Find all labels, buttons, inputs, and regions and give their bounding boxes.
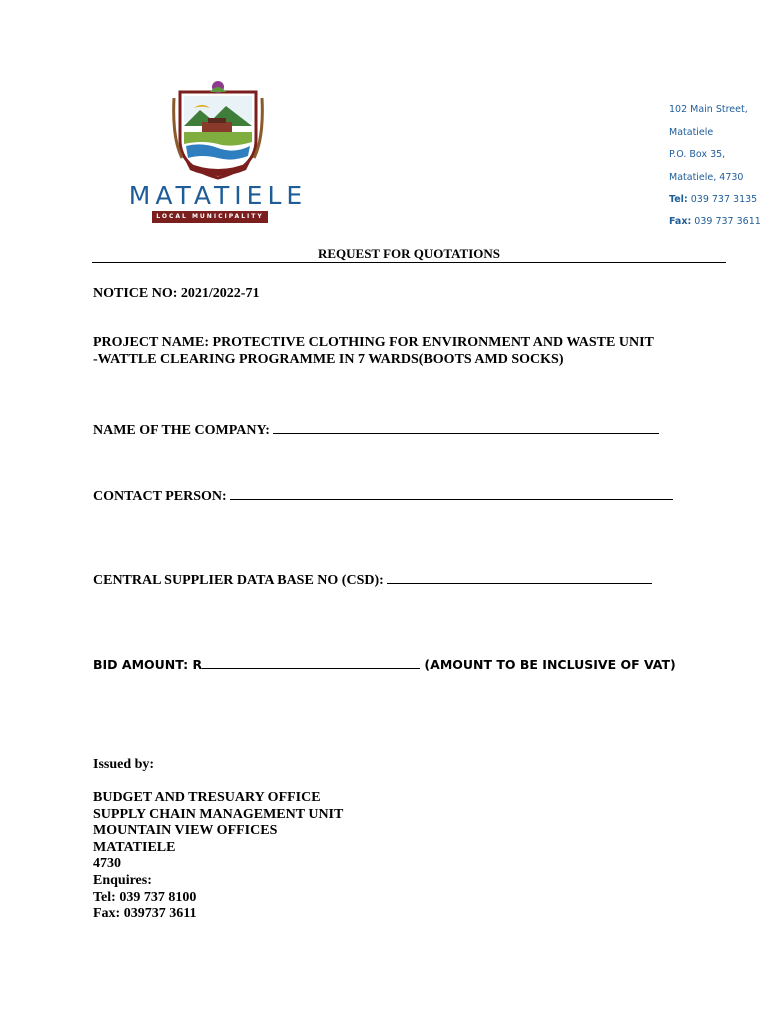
tel-line xyxy=(669,194,757,205)
csd-number-blank[interactable] xyxy=(387,571,652,584)
contact-person-blank[interactable] xyxy=(230,487,673,500)
issuer-line: SUPPLY CHAIN MANAGEMENT UNIT xyxy=(93,806,344,822)
project-name-line-2: -WATTLE CLEARING PROGRAMME IN 7 WARDS(BOOTS AMD SOCKS) xyxy=(93,352,564,367)
issuer-line: BUDGET AND TRESUARY OFFICE xyxy=(93,790,321,805)
bid-amount-field xyxy=(93,656,676,672)
issued-by-label: Issued by: xyxy=(93,757,155,772)
tel-value: 039 737 3135 xyxy=(687,194,758,205)
issuer-line: Fax: 039737 3611 xyxy=(93,906,197,922)
title-rule xyxy=(92,262,726,263)
company-name-label: NAME OF THE COMPANY: xyxy=(93,423,274,438)
brand-name: MATATIELE xyxy=(128,181,308,210)
csd-number-field xyxy=(93,571,652,589)
fax-value: 039 737 3611 xyxy=(691,216,761,227)
municipal-crest-logo xyxy=(172,78,264,184)
bid-amount-blank[interactable] xyxy=(202,656,420,669)
issuer-line: 4730 xyxy=(93,856,121,872)
contact-person-label: CONTACT PERSON: xyxy=(93,489,231,504)
address-line-4: Matatiele, 4730 xyxy=(669,172,744,183)
company-name-blank[interactable] xyxy=(273,421,659,434)
brand-subtitle-band: LOCAL MUNICIPALITY xyxy=(152,211,268,223)
bid-amount-note: (AMOUNT TO BE INCLUSIVE OF VAT) xyxy=(420,657,676,672)
bid-amount-label: BID AMOUNT: R xyxy=(93,657,203,672)
notice-number: NOTICE NO: 2021/2022-71 xyxy=(93,286,260,301)
tel-label: Tel: xyxy=(669,194,688,205)
issuer-line: Enquires: xyxy=(93,873,152,888)
address-line-1: 102 Main Street, xyxy=(669,104,748,115)
issuer-line: MATATIELE xyxy=(93,839,176,855)
csd-number-label: CENTRAL SUPPLIER DATA BASE NO (CSD): xyxy=(93,573,388,588)
issuer-line: Tel: 039 737 8100 xyxy=(93,889,197,905)
company-name-field xyxy=(93,421,659,439)
contact-person-field xyxy=(93,487,673,505)
fax-line xyxy=(669,216,761,227)
issuer-line: MOUNTAIN VIEW OFFICES xyxy=(93,823,278,839)
document-title: REQUEST FOR QUOTATIONS xyxy=(317,246,501,261)
address-line-2: Matatiele xyxy=(669,127,714,138)
fax-label: Fax: xyxy=(669,216,692,227)
address-line-3: P.O. Box 35, xyxy=(669,149,726,160)
project-name-line-1: PROJECT NAME: PROTECTIVE CLOTHING FOR ENVIRONMENT AND WASTE UNIT xyxy=(93,335,654,350)
